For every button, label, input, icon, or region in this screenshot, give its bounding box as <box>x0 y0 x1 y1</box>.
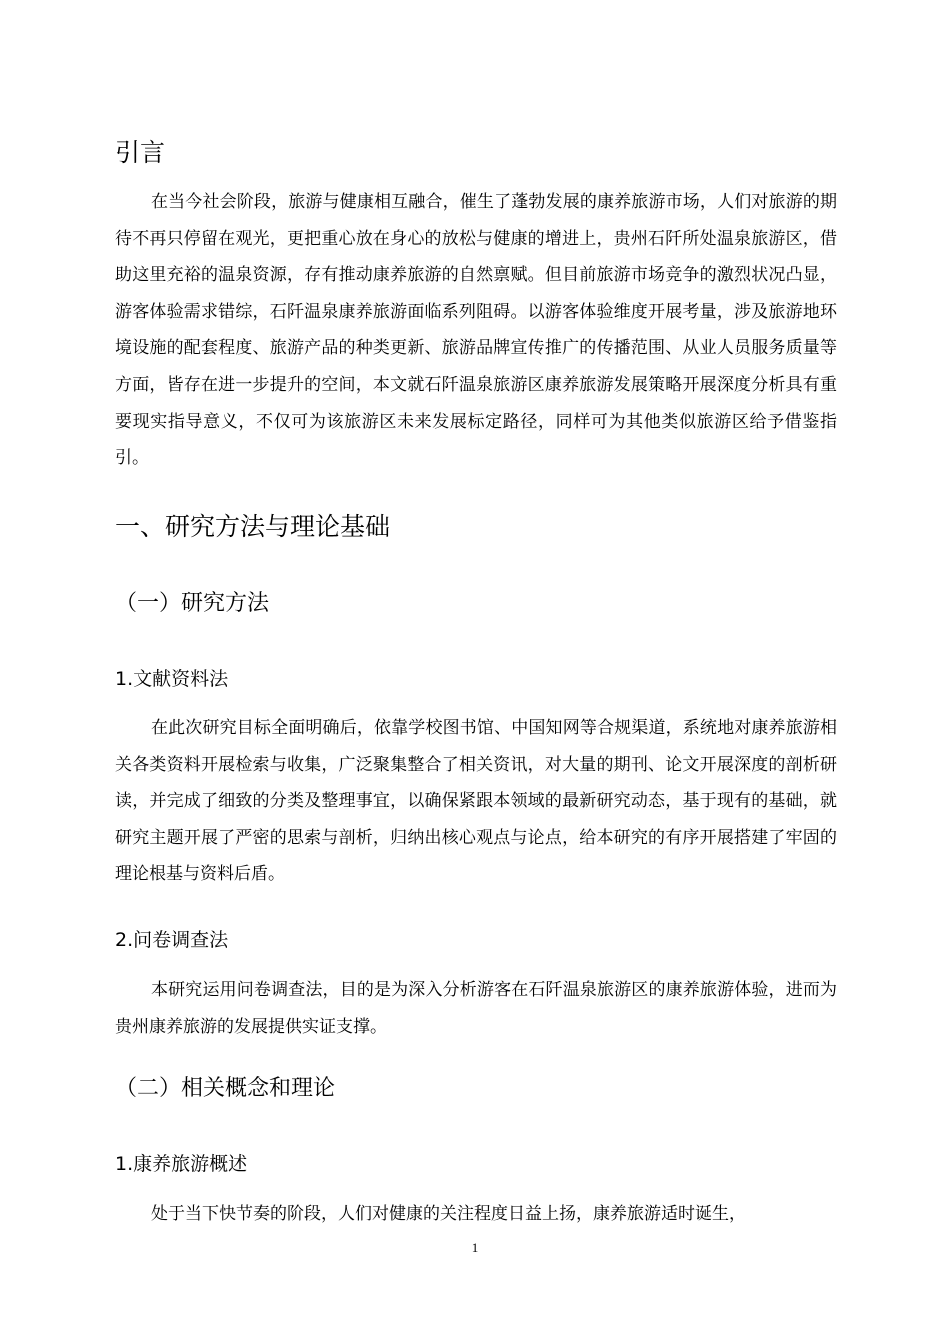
subsection-heading-research-methods: （一）研究方法 <box>115 591 270 616</box>
intro-paragraph: 在当今社会阶段，旅游与健康相互融合，催生了蓬勃发展的康养旅游市场，人们对旅游的期待不再只停留在观光，更把重心放在身心的放松与健康的增进上，贵州石阡所处温泉旅游区，借助这里充裕的温泉资源，存有推动康养旅游的自然禀赋。但目前旅游市场竞争的激烈状况凸显，游客体验需求错综，石阡温泉康养旅游面临系列阻碍。以游客体验维度开展考量，涉及旅游地环境设施的配套程度、旅游产品的种类更新、旅游品牌宣传推广的传播范围、从业人员服务质量等方面，皆存在进一步提升的空间，本文就石阡温泉旅游区康养旅游发展策略开展深度分析具有重要现实指导意义，不仅可为该旅游区未来发展标定路径，同样可为其他类似旅游区给予借鉴指引。 <box>115 192 837 469</box>
wellness-tourism-paragraph: 处于当下快节奏的阶段，人们对健康的关注程度日益上扬，康养旅游适时诞生， <box>151 1204 746 1224</box>
literature-method-paragraph: 在此次研究目标全面明确后，依靠学校图书馆、中国知网等合规渠道，系统地对康养旅游相关各类资料开展检索与收集，广泛聚集整合了相关资讯，对大量的期刊、论文开展深度的剖析研读，并完成了细致的分类及整理事宜，以确保紧跟本领域的最新研究动态，基于现有的基础，就研究主题开展了严密的思索与剖析，归纳出核心观点与论点，给本研究的有序开展搭建了牢固的理论根基与资料后盾。 <box>115 718 837 885</box>
item-heading-questionnaire-method: 2.问卷调查法 <box>115 929 229 951</box>
questionnaire-method-paragraph: 本研究运用问卷调查法，目的是为深入分析游客在石阡温泉旅游区的康养旅游体验，进而为贵州康养旅游的发展提供实证支撑。 <box>115 980 837 1037</box>
item-heading-wellness-tourism-overview: 1.康养旅游概述 <box>115 1153 248 1175</box>
intro-heading: 引言 <box>115 138 166 167</box>
subsection-heading-concepts-theory: （二）相关概念和理论 <box>115 1076 336 1101</box>
section-heading-research-methods-theory: 一、研究方法与理论基础 <box>115 512 391 541</box>
item-heading-literature-method: 1.文献资料法 <box>115 668 229 690</box>
page-number: 1 <box>471 1240 479 1255</box>
